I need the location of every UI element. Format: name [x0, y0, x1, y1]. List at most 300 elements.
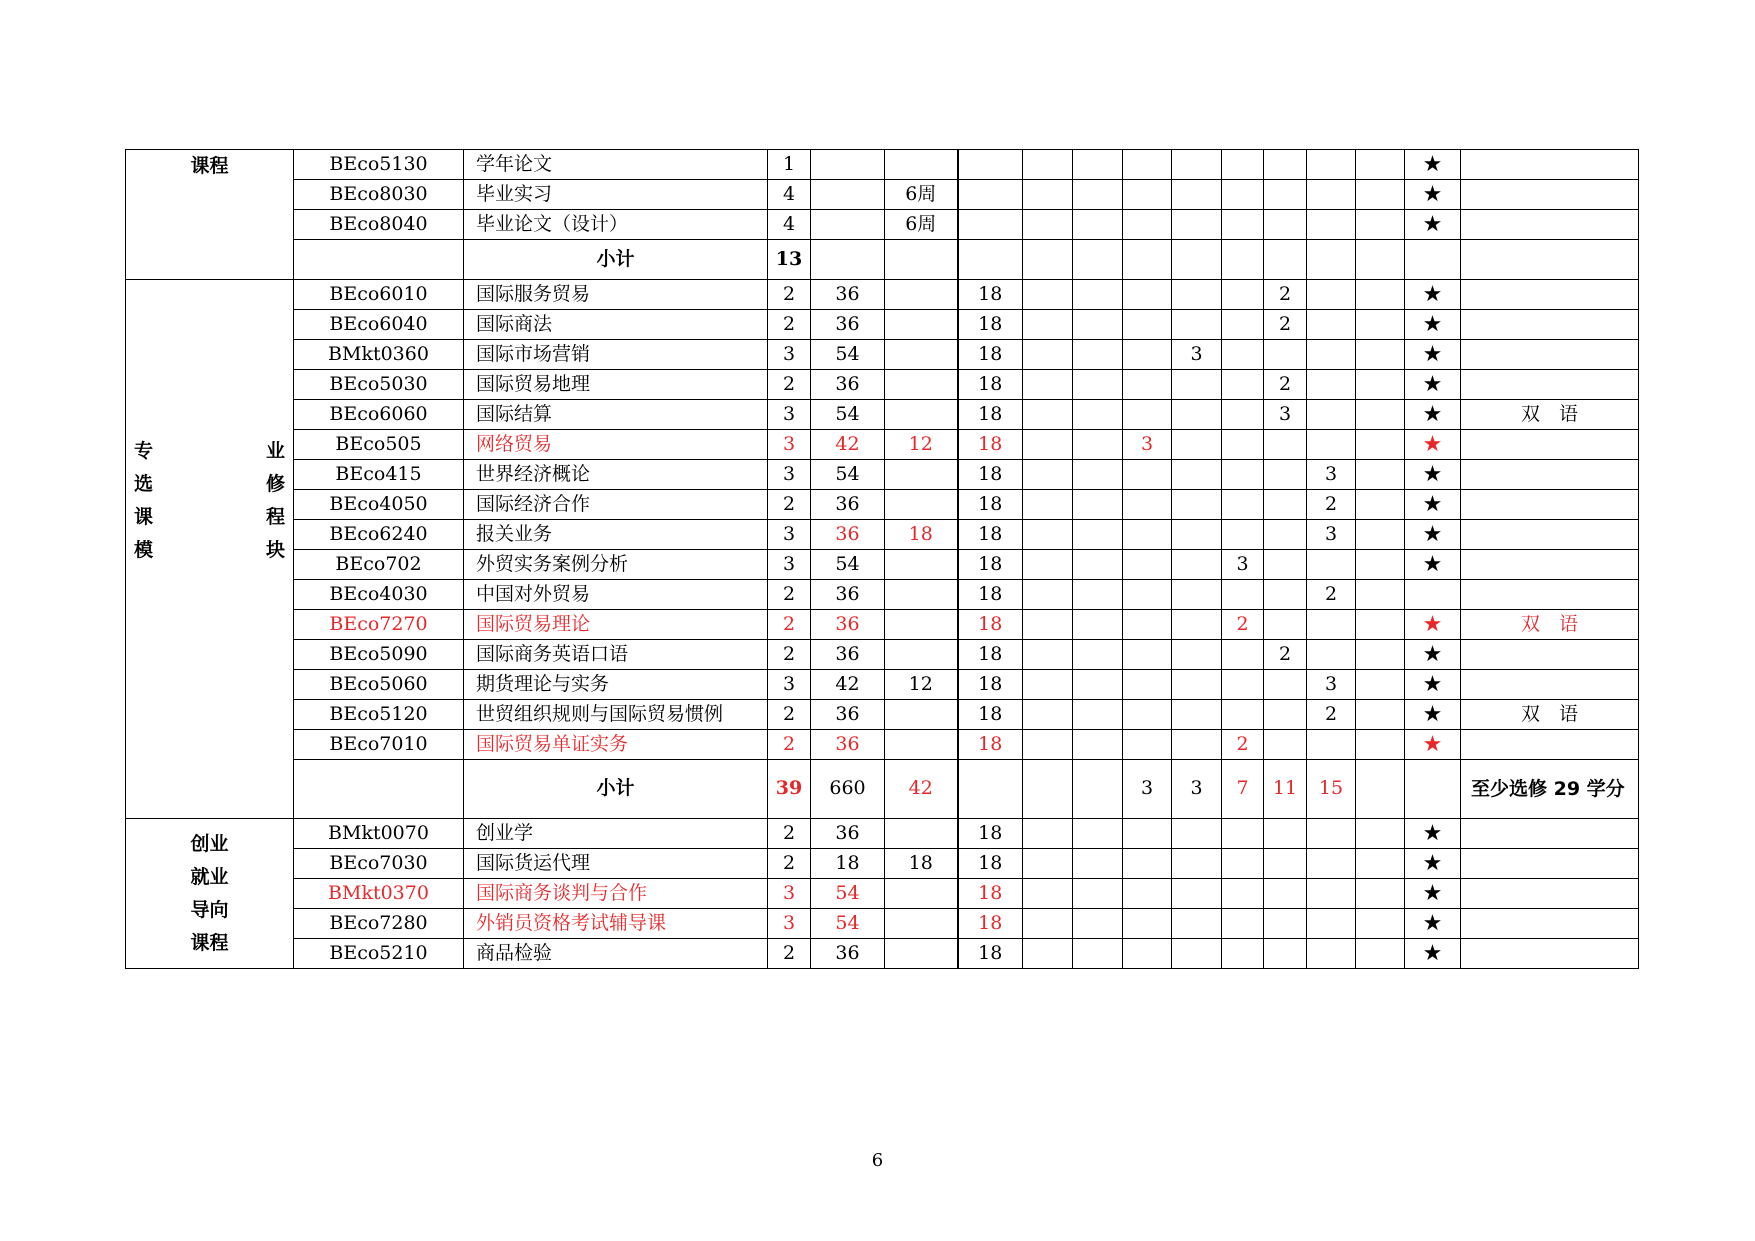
- cell-s4: [1172, 210, 1222, 240]
- cell-weeks: 18: [958, 730, 1023, 760]
- cell-s7: [1307, 939, 1356, 969]
- cell-s4: [1172, 730, 1222, 760]
- cell-weeks: 18: [958, 430, 1023, 460]
- category-char: 块: [265, 538, 285, 561]
- table-row: [126, 460, 1639, 490]
- cell-s7: [1307, 879, 1356, 909]
- cell-s1: [1023, 340, 1073, 370]
- cell-practice: [885, 640, 958, 670]
- cell-s2: [1073, 280, 1123, 310]
- cell-s2: [1073, 909, 1123, 939]
- cell-s8: [1356, 400, 1405, 430]
- cell-s4: [1172, 879, 1222, 909]
- cell-hours: 36: [811, 939, 885, 969]
- cell-s4: [1172, 580, 1222, 610]
- star-icon: [1405, 490, 1461, 520]
- cell-s7: [1307, 430, 1356, 460]
- category-char: 程: [265, 505, 285, 528]
- course-name: 国际商务谈判与合作: [464, 879, 768, 909]
- cell-s7: 2: [1307, 700, 1356, 730]
- course-name: 国际货运代理: [464, 849, 768, 879]
- table-row: [126, 610, 1639, 640]
- cell-credit: 3: [768, 340, 811, 370]
- table-row: [126, 670, 1639, 700]
- cell-s7: 2: [1307, 580, 1356, 610]
- cell-s8: [1356, 939, 1405, 969]
- remark-cell: [1461, 849, 1639, 879]
- course-code: BEco5130: [294, 150, 464, 180]
- star-icon: [1405, 819, 1461, 849]
- course-code: BMkt0070: [294, 819, 464, 849]
- cell-s5: 3: [1222, 550, 1264, 580]
- star-icon: ★: [1422, 641, 1443, 667]
- star-icon: [1405, 280, 1461, 310]
- cell-s3: [1123, 490, 1172, 520]
- star-icon: ★: [1422, 181, 1443, 207]
- cell-s4: 3: [1172, 340, 1222, 370]
- course-name: 毕业论文（设计）: [464, 210, 768, 240]
- course-code: BEco5030: [294, 370, 464, 400]
- cell-practice: 18: [885, 849, 958, 879]
- star-icon: [1405, 210, 1461, 240]
- cell-s6: [1264, 879, 1307, 909]
- star-icon: ★: [1422, 281, 1443, 307]
- cell-weeks: [958, 760, 1023, 819]
- star-icon: ★: [1422, 611, 1443, 637]
- remark-cell: [1461, 939, 1639, 969]
- cell-practice: 12: [885, 670, 958, 700]
- course-name: 毕业实习: [464, 180, 768, 210]
- star-icon: [1405, 150, 1461, 180]
- remark-cell: [1461, 150, 1639, 180]
- cell-s1: [1023, 550, 1073, 580]
- course-name: 中国对外贸易: [464, 580, 768, 610]
- cell-s8: [1356, 819, 1405, 849]
- cell-s1: [1023, 879, 1073, 909]
- cell-s3: [1123, 640, 1172, 670]
- subtotal-label: 小计: [464, 760, 768, 819]
- cell-credit: 39: [768, 760, 811, 819]
- star-icon: [1405, 700, 1461, 730]
- cell-credit: 2: [768, 490, 811, 520]
- course-name: 国际服务贸易: [464, 280, 768, 310]
- star-icon: [1405, 610, 1461, 640]
- star-icon: [1405, 939, 1461, 969]
- star-icon: [1405, 340, 1461, 370]
- cell-s1: [1023, 520, 1073, 550]
- cell-credit: 3: [768, 460, 811, 490]
- category-cell: [126, 819, 294, 969]
- cell-s2: [1073, 210, 1123, 240]
- course-code: BMkt0360: [294, 340, 464, 370]
- course-name: 创业学: [464, 819, 768, 849]
- cell-s5: 2: [1222, 610, 1264, 640]
- cell-practice: [885, 150, 958, 180]
- star-icon: [1405, 550, 1461, 580]
- cell-hours: 36: [811, 580, 885, 610]
- cell-s6: [1264, 180, 1307, 210]
- cell-practice: [885, 700, 958, 730]
- course-code: BEco6040: [294, 310, 464, 340]
- course-name: 国际贸易地理: [464, 370, 768, 400]
- cell-s4: [1172, 460, 1222, 490]
- cell-credit: 4: [768, 180, 811, 210]
- cell-s3: 3: [1123, 430, 1172, 460]
- cell-s6: 2: [1264, 370, 1307, 400]
- cell-s7: [1307, 280, 1356, 310]
- cell-s6: [1264, 550, 1307, 580]
- cell-weeks: 18: [958, 819, 1023, 849]
- category-line: 就业: [190, 865, 229, 888]
- star-icon: ★: [1422, 371, 1443, 397]
- star-icon: [1405, 879, 1461, 909]
- subtotal-label: 小计: [464, 240, 768, 280]
- cell-s5: [1222, 849, 1264, 879]
- cell-credit: 3: [768, 879, 811, 909]
- course-code: [294, 240, 464, 280]
- star-icon: ★: [1422, 431, 1443, 457]
- cell-s5: [1222, 460, 1264, 490]
- cell-credit: 2: [768, 280, 811, 310]
- cell-s1: [1023, 849, 1073, 879]
- cell-s8: [1356, 180, 1405, 210]
- cell-s7: [1307, 180, 1356, 210]
- cell-s2: [1073, 520, 1123, 550]
- course-code: BEco5210: [294, 939, 464, 969]
- cell-s6: [1264, 700, 1307, 730]
- star-icon: [1405, 909, 1461, 939]
- cell-s7: 2: [1307, 490, 1356, 520]
- star-icon: ★: [1422, 671, 1443, 697]
- cell-s4: [1172, 939, 1222, 969]
- cell-s5: [1222, 280, 1264, 310]
- cell-s4: 3: [1172, 760, 1222, 819]
- cell-hours: 54: [811, 460, 885, 490]
- cell-credit: 3: [768, 550, 811, 580]
- cell-hours: 54: [811, 879, 885, 909]
- cell-s1: [1023, 280, 1073, 310]
- course-code: BEco8040: [294, 210, 464, 240]
- remark-cell: [1461, 430, 1639, 460]
- cell-credit: 2: [768, 370, 811, 400]
- cell-s7: [1307, 819, 1356, 849]
- star-icon: ★: [1422, 701, 1443, 727]
- cell-s5: [1222, 670, 1264, 700]
- cell-practice: [885, 610, 958, 640]
- cell-practice: [885, 240, 958, 280]
- category-char: 业: [265, 439, 285, 462]
- remark-cell: 至少选修 29 学分: [1461, 760, 1639, 819]
- cell-s5: [1222, 939, 1264, 969]
- cell-s2: [1073, 700, 1123, 730]
- cell-s5: [1222, 180, 1264, 210]
- course-code: BEco5060: [294, 670, 464, 700]
- cell-hours: 36: [811, 640, 885, 670]
- cell-s3: [1123, 909, 1172, 939]
- cell-s1: [1023, 400, 1073, 430]
- star-icon: ★: [1422, 551, 1443, 577]
- cell-credit: 3: [768, 520, 811, 550]
- cell-s8: [1356, 849, 1405, 879]
- cell-s3: [1123, 819, 1172, 849]
- cell-hours: 36: [811, 610, 885, 640]
- cell-practice: 12: [885, 430, 958, 460]
- course-name: 期货理论与实务: [464, 670, 768, 700]
- cell-s6: [1264, 520, 1307, 550]
- table-row: [126, 879, 1639, 909]
- cell-weeks: 18: [958, 400, 1023, 430]
- cell-s4: [1172, 400, 1222, 430]
- cell-s2: [1073, 879, 1123, 909]
- cell-weeks: 18: [958, 849, 1023, 879]
- table-row: [126, 640, 1639, 670]
- cell-s5: [1222, 430, 1264, 460]
- remark-cell: [1461, 180, 1639, 210]
- cell-credit: 3: [768, 430, 811, 460]
- table-row: [126, 400, 1639, 430]
- cell-s6: 2: [1264, 310, 1307, 340]
- cell-s5: [1222, 150, 1264, 180]
- cell-s4: [1172, 280, 1222, 310]
- cell-s4: [1172, 700, 1222, 730]
- cell-s2: [1073, 150, 1123, 180]
- cell-s8: [1356, 280, 1405, 310]
- cell-s4: [1172, 490, 1222, 520]
- category-line: 课程: [190, 931, 229, 954]
- cell-practice: 6周: [885, 180, 958, 210]
- cell-s4: [1172, 150, 1222, 180]
- cell-practice: [885, 490, 958, 520]
- cell-s7: [1307, 340, 1356, 370]
- cell-practice: [885, 340, 958, 370]
- star-icon: ★: [1422, 940, 1443, 966]
- remark-cell: [1461, 879, 1639, 909]
- cell-s8: [1356, 460, 1405, 490]
- cell-s7: [1307, 150, 1356, 180]
- cell-hours: [811, 210, 885, 240]
- cell-s5: [1222, 370, 1264, 400]
- cell-s3: [1123, 210, 1172, 240]
- cell-s6: 2: [1264, 640, 1307, 670]
- cell-s6: [1264, 610, 1307, 640]
- cell-credit: 2: [768, 939, 811, 969]
- cell-hours: [811, 150, 885, 180]
- cell-weeks: 18: [958, 280, 1023, 310]
- cell-s6: [1264, 240, 1307, 280]
- cell-weeks: 18: [958, 909, 1023, 939]
- cell-s2: [1073, 760, 1123, 819]
- cell-s1: [1023, 700, 1073, 730]
- cell-s1: [1023, 180, 1073, 210]
- category-char: 模: [134, 538, 154, 561]
- table-row: [126, 700, 1639, 730]
- star-icon: ★: [1422, 211, 1443, 237]
- cell-s8: [1356, 210, 1405, 240]
- category-char: 选: [134, 472, 154, 495]
- remark-cell: [1461, 640, 1639, 670]
- cell-practice: [885, 400, 958, 430]
- cell-weeks: 18: [958, 700, 1023, 730]
- cell-s4: [1172, 520, 1222, 550]
- star-icon: [1405, 460, 1461, 490]
- course-code: BEco6060: [294, 400, 464, 430]
- course-name: 国际市场营销: [464, 340, 768, 370]
- cell-s4: [1172, 909, 1222, 939]
- star-icon: [1405, 180, 1461, 210]
- cell-s1: [1023, 819, 1073, 849]
- remark-cell: [1461, 210, 1639, 240]
- cell-s5: [1222, 640, 1264, 670]
- star-icon: [1405, 310, 1461, 340]
- cell-s7: 15: [1307, 760, 1356, 819]
- cell-s1: [1023, 909, 1073, 939]
- course-name: 国际经济合作: [464, 490, 768, 520]
- cell-s3: [1123, 150, 1172, 180]
- cell-s5: [1222, 490, 1264, 520]
- cell-s4: [1172, 240, 1222, 280]
- cell-credit: 2: [768, 849, 811, 879]
- cell-s8: [1356, 430, 1405, 460]
- course-name: 学年论文: [464, 150, 768, 180]
- cell-practice: 42: [885, 760, 958, 819]
- category-char: 修: [265, 472, 285, 495]
- cell-s2: [1073, 400, 1123, 430]
- cell-practice: [885, 730, 958, 760]
- cell-s2: [1073, 730, 1123, 760]
- cell-s8: [1356, 150, 1405, 180]
- course-code: BEco7030: [294, 849, 464, 879]
- cell-s3: [1123, 610, 1172, 640]
- cell-s5: [1222, 310, 1264, 340]
- cell-s5: [1222, 909, 1264, 939]
- cell-hours: 54: [811, 400, 885, 430]
- cell-s1: [1023, 310, 1073, 340]
- cell-s6: [1264, 340, 1307, 370]
- cell-hours: 36: [811, 520, 885, 550]
- course-name: 世贸组织规则与国际贸易惯例: [464, 700, 768, 730]
- cell-s1: [1023, 370, 1073, 400]
- cell-s3: [1123, 879, 1172, 909]
- cell-s7: [1307, 400, 1356, 430]
- table-row: [126, 340, 1639, 370]
- cell-s2: [1073, 670, 1123, 700]
- remark-cell: [1461, 520, 1639, 550]
- star-icon: ★: [1422, 521, 1443, 547]
- table-row: [126, 939, 1639, 969]
- cell-s3: [1123, 520, 1172, 550]
- category-cell: 课程: [126, 150, 294, 280]
- cell-s1: [1023, 939, 1073, 969]
- cell-weeks: [958, 180, 1023, 210]
- cell-s1: [1023, 640, 1073, 670]
- cell-s8: [1356, 700, 1405, 730]
- cell-practice: 18: [885, 520, 958, 550]
- cell-s2: [1073, 430, 1123, 460]
- course-code: BEco7010: [294, 730, 464, 760]
- cell-s6: [1264, 730, 1307, 760]
- cell-credit: 3: [768, 909, 811, 939]
- cell-s8: [1356, 240, 1405, 280]
- course-table-body: [126, 150, 1639, 969]
- category-line: 创业: [190, 832, 229, 855]
- star-icon: [1405, 240, 1461, 280]
- cell-credit: 3: [768, 400, 811, 430]
- course-name: 外贸实务案例分析: [464, 550, 768, 580]
- category-cell: [126, 280, 294, 819]
- cell-hours: 42: [811, 670, 885, 700]
- star-icon: ★: [1422, 910, 1443, 936]
- cell-s6: [1264, 939, 1307, 969]
- table-row: [126, 819, 1639, 849]
- cell-practice: [885, 819, 958, 849]
- remark-cell: [1461, 460, 1639, 490]
- remark-cell: [1461, 370, 1639, 400]
- cell-s4: [1172, 370, 1222, 400]
- cell-s8: [1356, 340, 1405, 370]
- course-name: 国际商法: [464, 310, 768, 340]
- cell-s7: [1307, 310, 1356, 340]
- cell-hours: 36: [811, 310, 885, 340]
- cell-s8: [1356, 909, 1405, 939]
- cell-hours: 36: [811, 370, 885, 400]
- course-code: BEco7280: [294, 909, 464, 939]
- table-row: [126, 909, 1639, 939]
- subtotal-row: [126, 240, 1639, 280]
- table-row: [126, 210, 1639, 240]
- cell-weeks: [958, 240, 1023, 280]
- cell-practice: [885, 879, 958, 909]
- cell-weeks: 18: [958, 340, 1023, 370]
- table-row: [126, 849, 1639, 879]
- cell-s2: [1073, 939, 1123, 969]
- cell-s3: 3: [1123, 760, 1172, 819]
- cell-credit: 13: [768, 240, 811, 280]
- star-icon: ★: [1422, 731, 1443, 757]
- cell-s3: [1123, 849, 1172, 879]
- cell-s1: [1023, 610, 1073, 640]
- table-row: [126, 490, 1639, 520]
- cell-hours: [811, 240, 885, 280]
- remark-cell: [1461, 730, 1639, 760]
- course-name: 商品检验: [464, 939, 768, 969]
- cell-s8: [1356, 520, 1405, 550]
- course-table: [125, 149, 1639, 969]
- cell-s2: [1073, 180, 1123, 210]
- cell-practice: [885, 939, 958, 969]
- cell-s6: [1264, 150, 1307, 180]
- cell-hours: 54: [811, 340, 885, 370]
- cell-hours: 36: [811, 700, 885, 730]
- cell-s5: 2: [1222, 730, 1264, 760]
- remark-cell: [1461, 670, 1639, 700]
- cell-s3: [1123, 400, 1172, 430]
- star-icon: ★: [1422, 491, 1443, 517]
- cell-weeks: [958, 150, 1023, 180]
- cell-s4: [1172, 430, 1222, 460]
- cell-s3: [1123, 580, 1172, 610]
- cell-s5: [1222, 210, 1264, 240]
- cell-s2: [1073, 340, 1123, 370]
- cell-s8: [1356, 760, 1405, 819]
- cell-s6: [1264, 210, 1307, 240]
- cell-s8: [1356, 640, 1405, 670]
- star-icon: [1405, 670, 1461, 700]
- cell-weeks: 18: [958, 370, 1023, 400]
- cell-s5: [1222, 819, 1264, 849]
- cell-s1: [1023, 240, 1073, 280]
- cell-s7: 3: [1307, 460, 1356, 490]
- cell-s8: [1356, 490, 1405, 520]
